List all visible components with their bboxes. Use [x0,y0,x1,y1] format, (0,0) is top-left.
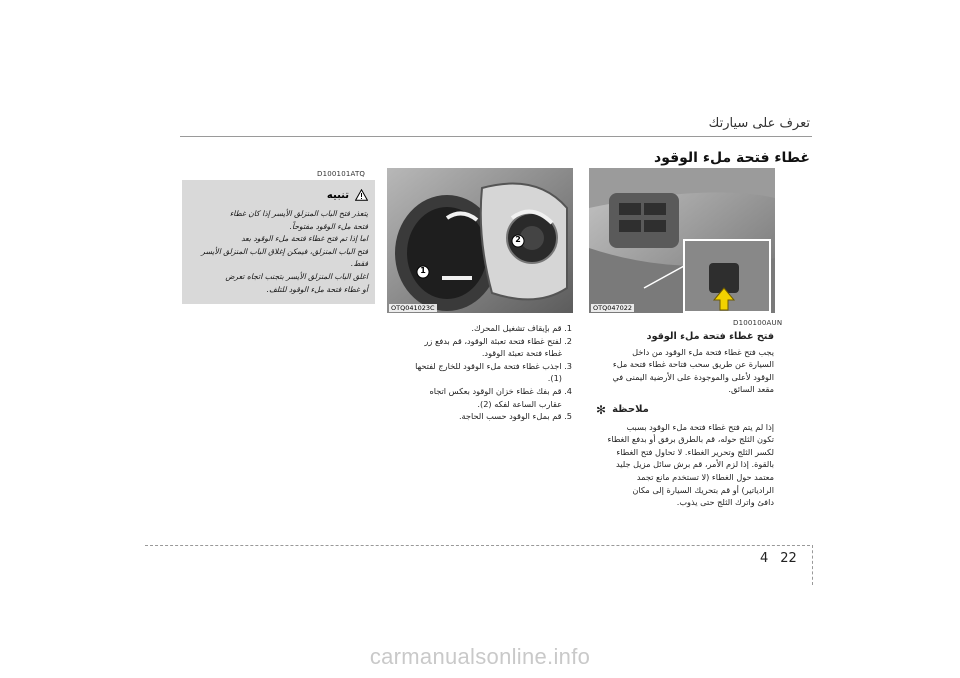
note-line: تكون الثلج حوله، قم بالطرق برفق أو بدفع الغطاء [607,434,774,445]
page-number-value: 22 [780,551,797,566]
warning-title: تنبيه [326,190,349,201]
warning-box [182,180,375,304]
section-title: غطاء فتحة ملء الوقود [654,150,810,166]
unlocking-line: مقعد السائق. [728,384,774,395]
photo-code-left: OTQ041023C [391,304,435,312]
note-title: ملاحظة [612,403,649,415]
footer-vertical-divider [812,545,814,585]
warning-line: اما إذا تم فتح غطاء فتحة ملء الوقود بعد [241,234,368,244]
section-number: 4 [760,551,769,566]
fuel-steps-list [372,322,572,423]
warning-triangle-icon [355,186,368,205]
footer-divider [145,545,810,546]
unlocking-line: الوقود لأعلى والموجودة على الأرضية اليمنى في [612,371,774,382]
warning-line: أو غطاء فتحة ملء الوقود للتلف. [266,284,368,294]
watermark: carmanualsonline.info [369,644,591,669]
list-item: (1). [547,373,562,384]
unlocking-line: السيارة عن طريق سحب فتاحة غطاء فتحة ملء [612,359,774,370]
note-line: دافئ واترك الثلج حتى يذوب. [676,497,774,508]
note-line: الرادياتير) أو قم بتحريك السيارة إلى مكان [632,484,774,495]
unlocking-code: D100100AUN [733,319,783,327]
list-item: غطاء فتحة تعبئة الوقود. [481,348,562,359]
note-line: إذا لم يتم فتح غطاء فتحة ملء الوقود بسبب [626,421,774,432]
list-item: 2. لفتح غطاء فتحة تعبئة الوقود، قم بدفع زر [424,335,572,346]
photo-code-right: OTQ047022 [593,304,633,312]
list-item: عقارب الساعة لفكه (2). [477,398,562,409]
unlocking-line: يجب فتح غطاء فتحة ملء الوقود من داخل [632,346,774,357]
unlocking-title: فتح غطاء فتحة ملء الوقود [646,331,774,342]
callout-2: 2 [515,235,521,244]
list-item: 5. قم بملء الوقود حسب الحاجة. [458,411,572,422]
chapter-title: تعرف على سيارتك [708,116,810,131]
fuel-door-opener-photo [589,168,775,313]
warning-line: فقط. [350,259,368,269]
header-divider [180,136,812,137]
note-header [596,404,774,417]
warning-code: D100101ATQ [317,170,366,178]
note-line: بالقوة. إذا لزم الأمر، قم برش سائل مزيل جليد [615,459,774,470]
warning-line: يتعذر فتح الباب المنزلق الأيسر إذا كان غطاء [229,209,368,218]
warning-header [188,186,368,205]
warning-line: فتحة ملء الوقود مفتوحاً. [289,221,368,231]
list-item: 1. قم بإيقاف تشغيل المحرك. [471,323,572,333]
note-line: معتمد حول الغطاء (لا تستخدم مانع تجمد [636,471,774,482]
warning-line: اغلق الباب المنزلق الأيسر بتجنب اتجاه تعرض [225,271,368,281]
page-number [760,551,797,566]
callout-1: 1 [420,266,426,275]
warning-line: فتح الباب المنزلق، فيمكن إغلاق الباب المنزلق الأيسر [201,246,368,256]
list-item: 3. اجذب غطاء فتحة ملء الوقود للخارج لفتحها [415,360,572,371]
note-line: لكسر الثلج وتحرير الغطاء. لا تحاول فتح الغطاء [616,446,774,457]
list-item: 4. قم بفك غطاء خزان الوقود بعكس اتجاه [429,385,572,396]
asterisk-note-icon: ✻ [596,402,607,417]
unlocking-section [596,331,774,509]
fuel-cap-photo [387,168,573,313]
